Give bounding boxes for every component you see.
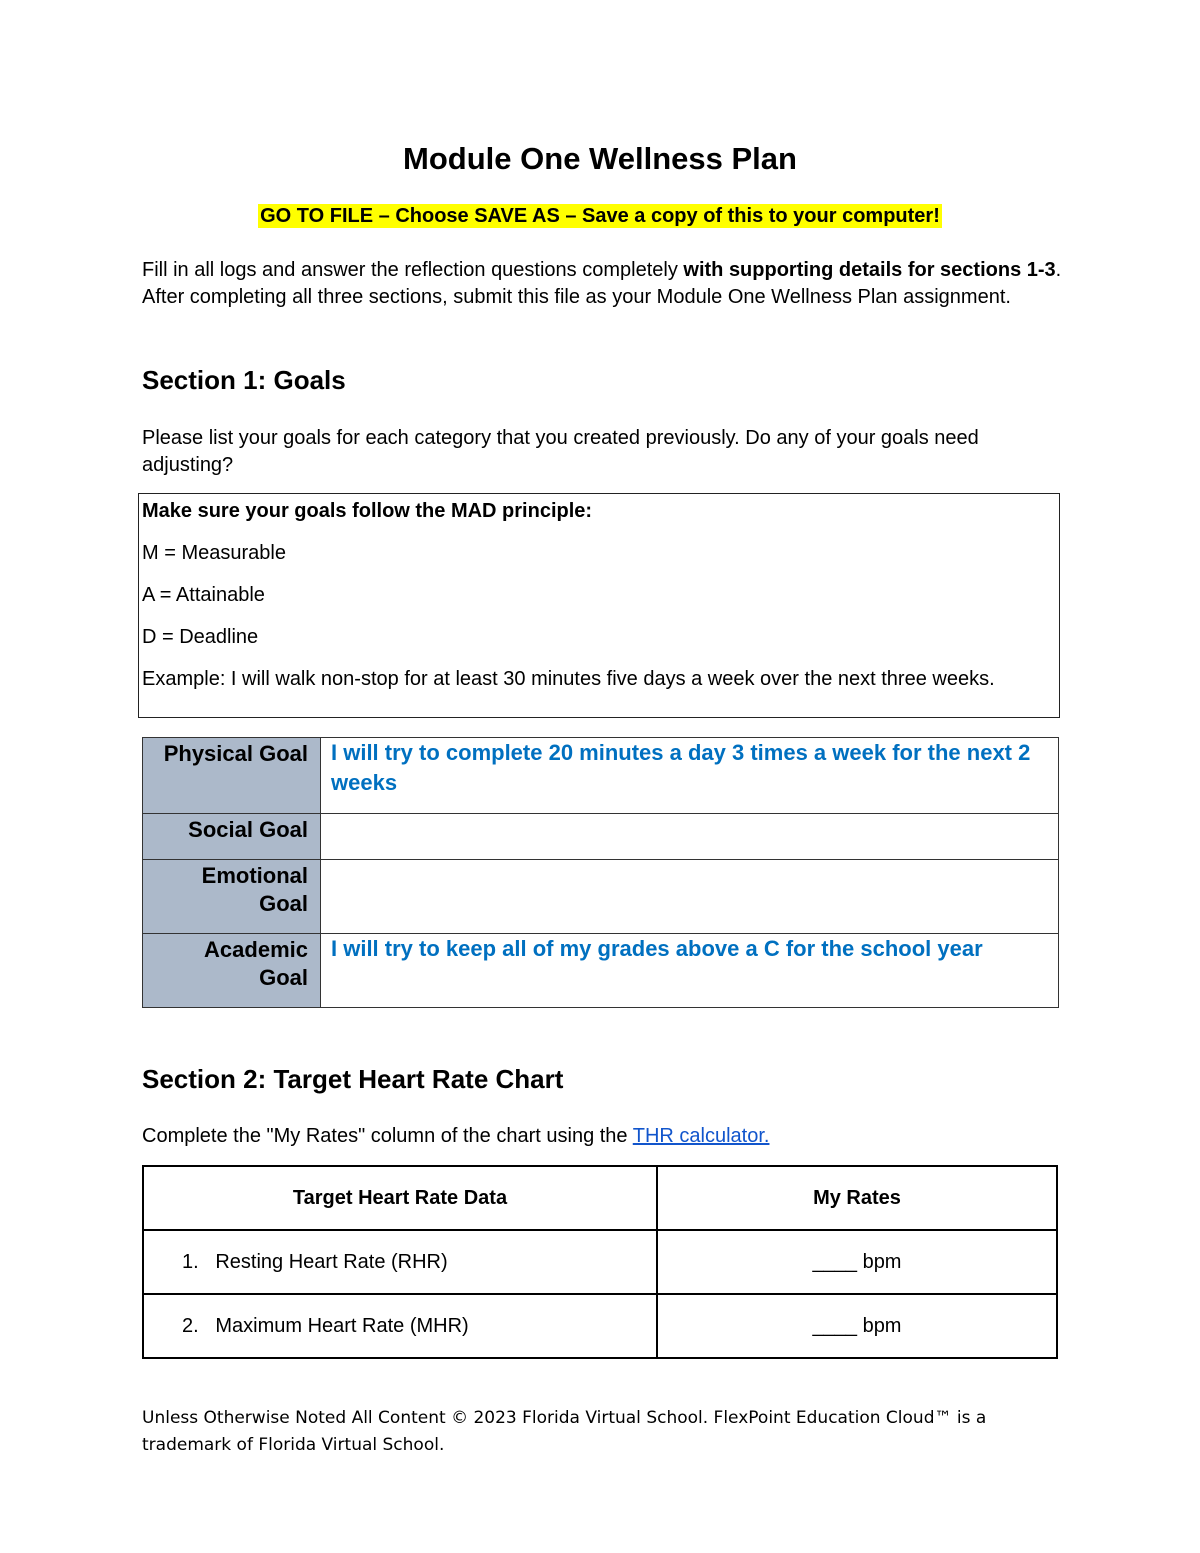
- row-label-mhr: [143, 1294, 657, 1358]
- section1-heading: Section 1: Goals: [142, 365, 346, 395]
- row-number-rhr: 1.: [182, 1250, 199, 1273]
- goal-label-academic-text: Academic Goal: [204, 937, 308, 990]
- section2-instruction: [142, 1123, 1062, 1150]
- mad-attainable: A = Attainable: [142, 584, 265, 606]
- row-text-mhr: Maximum Heart Rate (MHR): [215, 1314, 469, 1337]
- intro-text-bold: with supporting details for sections 1-3: [683, 259, 1056, 281]
- save-instruction-text: GO TO FILE – Choose SAVE AS – Save a copy of this to your computer!: [260, 205, 940, 227]
- section2-heading: Section 2: Target Heart Rate Chart: [142, 1064, 564, 1094]
- mad-measurable: M = Measurable: [142, 542, 286, 564]
- goal-value-social[interactable]: [321, 814, 1059, 860]
- heart-rate-row-rhr: [143, 1230, 1057, 1294]
- goal-row-academic: [143, 934, 1059, 1008]
- goal-value-emotional[interactable]: [321, 860, 1059, 934]
- goal-row-physical: [143, 738, 1059, 814]
- header-target-heart-rate-data: Target Heart Rate Data: [143, 1166, 657, 1230]
- intro-text-end: . After completing all three sections, submit this file as your Module One Wellness Plan assignment.: [142, 259, 1062, 308]
- thr-calculator-link[interactable]: THR calculator.: [632, 1125, 770, 1147]
- mad-example: Example: I will walk non-stop for at least 30 minutes five days a week over the next three weeks.: [142, 668, 995, 690]
- row-label-rhr: [143, 1230, 657, 1294]
- rate-value-rhr[interactable]: ____ bpm: [657, 1230, 1057, 1294]
- save-instruction-banner: [0, 205, 1200, 228]
- goal-row-social: [143, 814, 1059, 860]
- row-number-mhr: 2.: [182, 1314, 199, 1337]
- heart-rate-header-row: [143, 1166, 1057, 1230]
- row-text-rhr: Resting Heart Rate (RHR): [215, 1250, 448, 1273]
- copyright-footer: Unless Otherwise Noted All Content © 2023 Florida Virtual School. FlexPoint Education Cloud™ is a trademark of Florida Virtual School.: [142, 1408, 987, 1455]
- mad-principle-box: [138, 493, 1060, 718]
- goals-table: [142, 737, 1059, 1008]
- header-my-rates: My Rates: [657, 1166, 1057, 1230]
- rate-value-mhr[interactable]: ____ bpm: [657, 1294, 1057, 1358]
- goal-label-social: Social Goal: [143, 814, 321, 860]
- goal-label-emotional-text: Emotional Goal: [201, 863, 308, 916]
- goal-value-physical[interactable]: I will try to complete 20 minutes a day 3 times a week for the next 2 weeks: [321, 738, 1059, 814]
- goal-label-emotional: [143, 860, 321, 934]
- heart-rate-table: [142, 1165, 1058, 1359]
- goal-label-academic: [143, 934, 321, 1008]
- mad-deadline: D = Deadline: [142, 626, 259, 648]
- section2-instruction-text: Complete the "My Rates" column of the chart using the: [142, 1125, 633, 1147]
- page-title: Module One Wellness Plan: [403, 141, 797, 176]
- mad-heading: Make sure your goals follow the MAD principle:: [142, 500, 593, 522]
- section1-prompt: Please list your goals for each category that you created previously. Do any of your goals need adjusting?: [142, 427, 979, 476]
- heart-rate-row-mhr: [143, 1294, 1057, 1358]
- intro-paragraph: [142, 257, 1062, 311]
- goal-value-academic[interactable]: I will try to keep all of my grades above a C for the school year: [321, 934, 1059, 1008]
- goal-label-physical: Physical Goal: [143, 738, 321, 814]
- intro-text-start: Fill in all logs and answer the reflection questions completely: [142, 259, 684, 281]
- goal-row-emotional: [143, 860, 1059, 934]
